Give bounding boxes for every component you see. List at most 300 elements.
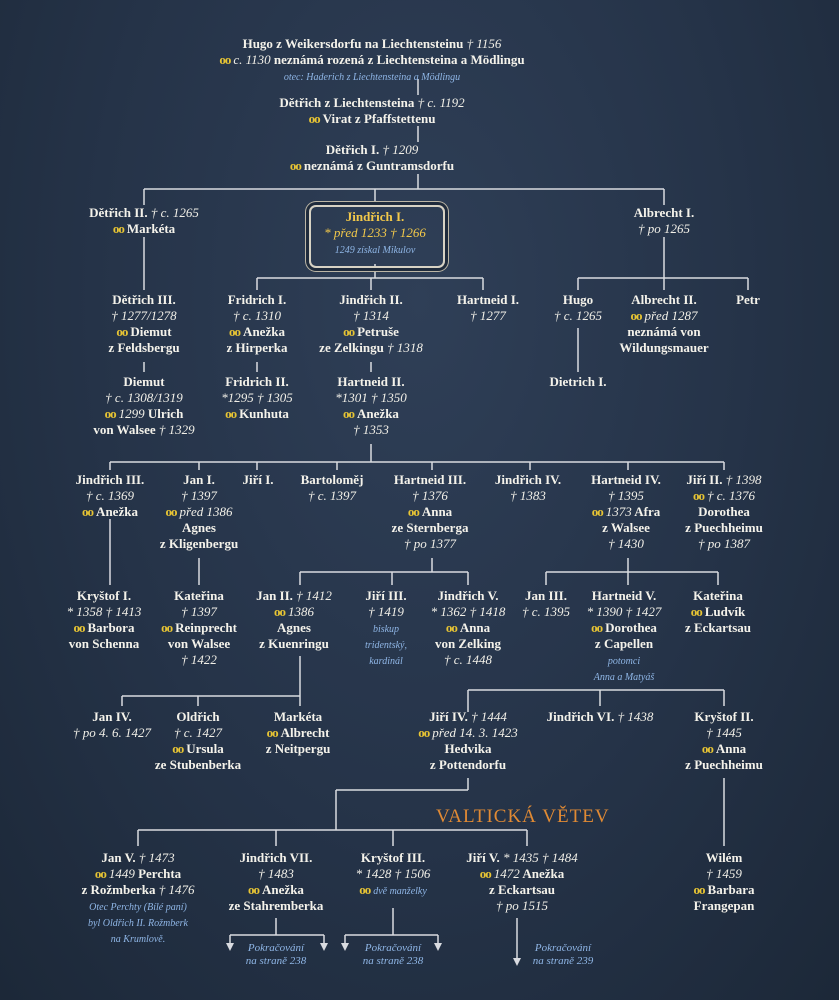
person-text: Ulrich xyxy=(144,406,184,421)
person-text: z Walsee xyxy=(602,520,650,535)
person-line xyxy=(161,652,237,668)
person-text: ze Stubenberka xyxy=(154,757,242,772)
person-text: Jan II. xyxy=(256,588,297,603)
person-text: Hartneid V. xyxy=(591,588,657,603)
person-line xyxy=(392,472,469,488)
person-line xyxy=(457,292,519,308)
person-text: potomci xyxy=(607,656,641,667)
person-detrich-3 xyxy=(108,292,179,356)
person-line xyxy=(76,504,145,520)
continuation-page: na straně 238 xyxy=(362,955,424,967)
marriage-rings-icon: oo xyxy=(289,158,301,173)
person-text: † 1318 xyxy=(387,340,423,355)
person-line xyxy=(522,604,570,620)
person-text: z Kuenringu xyxy=(259,636,329,651)
person-line xyxy=(81,882,194,898)
person-line xyxy=(324,209,426,225)
person-text: Jindřich IV. xyxy=(494,472,562,487)
person-line xyxy=(335,390,407,406)
person-text: Jan IV. xyxy=(92,709,132,724)
marriage-rings-icon: oo xyxy=(407,504,419,519)
person-text: Wilém xyxy=(705,850,743,865)
continuation-page: na straně 238 xyxy=(245,955,307,967)
person-line xyxy=(694,866,755,882)
person-line xyxy=(93,406,194,422)
person-line xyxy=(160,488,238,504)
person-jan-3 xyxy=(522,588,570,620)
person-detrich-2 xyxy=(89,205,199,237)
person-text: před 1386 xyxy=(179,504,233,519)
person-detrich-1 xyxy=(326,142,418,158)
person-line xyxy=(634,221,694,237)
person-jiri-2 xyxy=(685,472,763,552)
person-line xyxy=(67,588,142,604)
person-line xyxy=(619,324,708,340)
person-jindrich-2 xyxy=(319,292,423,356)
person-text: Petruše xyxy=(357,324,399,339)
person-line xyxy=(554,308,602,324)
person-line xyxy=(356,866,431,882)
person-line xyxy=(587,636,662,652)
person-jan-4 xyxy=(73,709,151,741)
person-line xyxy=(76,488,145,504)
person-text: *1301 † 1350 xyxy=(335,390,407,405)
person-line xyxy=(155,741,241,757)
person-text: Wildungsmauer xyxy=(619,340,709,355)
person-line xyxy=(466,898,577,914)
person-text: z Eckartsau xyxy=(684,620,752,635)
person-text: Markéta xyxy=(126,221,176,236)
person-text: † 1430 xyxy=(608,536,644,551)
person-text: Dětřich III. xyxy=(112,292,176,307)
person-text: † 1277 xyxy=(470,308,506,323)
person-jindrich-6 xyxy=(547,709,654,725)
person-text: ze Sternberga xyxy=(391,520,469,535)
person-jindrich-1 xyxy=(324,209,426,257)
person-line xyxy=(335,422,407,438)
person-text: Dětřich I. xyxy=(325,142,383,157)
marriage-rings-icon: oo xyxy=(359,882,371,897)
person-line xyxy=(108,308,179,324)
person-wilem xyxy=(694,850,755,914)
person-line xyxy=(226,292,287,308)
person-jindrich-5 xyxy=(431,588,506,668)
person-line xyxy=(466,882,577,898)
person-katerina-1 xyxy=(161,588,237,668)
person-text: † 1445 xyxy=(706,725,742,740)
person-text: Hedvika xyxy=(444,741,492,756)
person-line xyxy=(81,914,194,930)
person-jan-5 xyxy=(81,850,194,946)
person-text: von Walsee xyxy=(167,636,231,651)
person-hartneid-2 xyxy=(335,374,407,438)
person-line xyxy=(81,866,194,882)
person-line xyxy=(392,504,469,520)
person-text: Dětřich II. xyxy=(89,205,151,220)
person-line xyxy=(226,308,287,324)
person-line xyxy=(93,374,194,390)
person-text: z Hirperka xyxy=(226,340,288,355)
person-line xyxy=(619,292,708,308)
person-line xyxy=(431,652,506,668)
person-text: Oldřich xyxy=(176,709,220,724)
person-line xyxy=(431,588,506,604)
person-line xyxy=(266,741,331,757)
person-text: Petr xyxy=(736,292,760,307)
person-text: Anna xyxy=(421,504,453,519)
person-line xyxy=(418,725,518,741)
person-text: Jindřich V. xyxy=(437,588,499,603)
person-text: z Puechheimu xyxy=(685,520,763,535)
person-line xyxy=(89,221,199,237)
person-text: c. 1130 xyxy=(233,52,271,67)
marriage-rings-icon: oo xyxy=(591,504,603,519)
person-line xyxy=(587,620,662,636)
person-line xyxy=(392,520,469,536)
person-line xyxy=(335,406,407,422)
person-text: † po 1387 xyxy=(697,536,750,551)
person-line xyxy=(685,725,763,741)
person-line xyxy=(392,536,469,552)
person-line xyxy=(155,725,241,741)
person-text: Jiří III. xyxy=(365,588,407,603)
person-text: Anežka xyxy=(519,866,565,881)
person-text: 1449 xyxy=(108,866,135,881)
person-dietrich-1 xyxy=(549,374,606,390)
person-line xyxy=(161,604,237,620)
marriage-rings-icon: oo xyxy=(479,866,491,881)
person-text: Albrecht xyxy=(280,725,330,740)
person-text: Hugo xyxy=(562,292,594,307)
person-text: před 1287 xyxy=(644,308,698,323)
person-text: † c. 1192 xyxy=(417,95,465,110)
person-line xyxy=(256,604,332,620)
marriage-rings-icon: oo xyxy=(82,504,94,519)
person-text: † 1473 xyxy=(138,850,175,865)
person-text: Anežka xyxy=(243,324,285,339)
person-line xyxy=(431,636,506,652)
person-text: Albrecht I. xyxy=(633,205,695,220)
person-text: Jindřich III. xyxy=(75,472,145,487)
person-text: ze Stahremberka xyxy=(228,898,324,913)
person-line xyxy=(256,636,332,652)
person-line xyxy=(685,741,763,757)
person-text: Anežka xyxy=(96,504,138,519)
person-line xyxy=(226,324,287,340)
person-text: Ursula xyxy=(186,741,224,756)
marriage-rings-icon: oo xyxy=(692,488,704,503)
person-line xyxy=(431,620,506,636)
person-text: Dietrich I. xyxy=(549,374,607,389)
continuation-line: Pokračování xyxy=(247,942,305,954)
person-text: z Eckartsau xyxy=(488,882,556,897)
person-text: Perchta xyxy=(134,866,182,881)
person-text: 1299 xyxy=(118,406,145,421)
person-text: von Schenna xyxy=(68,636,140,651)
marriage-rings-icon: oo xyxy=(445,620,457,635)
person-text: z Neitpergu xyxy=(265,741,331,756)
person-text: Fridrich II. xyxy=(225,374,289,389)
person-text: Diemut xyxy=(130,324,172,339)
person-line xyxy=(81,930,194,946)
person-line xyxy=(685,504,763,520)
person-line xyxy=(694,898,755,914)
person-line xyxy=(266,725,331,741)
person-text: Jiří IV. xyxy=(429,709,472,724)
person-detrich-z-liechtensteina xyxy=(279,95,464,111)
person-text: Anna a Matyáš xyxy=(593,672,655,683)
person-text: * 1358 † 1413 xyxy=(66,604,142,619)
person-text: Jiří V. xyxy=(466,850,503,865)
person-text: † c. 1308/1319 xyxy=(105,390,183,405)
person-line xyxy=(155,709,241,725)
person-line xyxy=(81,850,194,866)
person-line xyxy=(356,882,431,898)
person-text: † po 1515 xyxy=(495,898,548,913)
person-line xyxy=(161,588,237,604)
person-line xyxy=(301,472,364,488)
person-text: von Zelking xyxy=(434,636,502,651)
person-text: Hartneid I. xyxy=(456,292,520,307)
person-text: † 1329 xyxy=(158,422,195,437)
person-line xyxy=(221,406,293,422)
person-hartneid-5 xyxy=(587,588,662,684)
person-line xyxy=(591,536,661,552)
person-text: Dorothea xyxy=(605,620,657,635)
person-line xyxy=(108,324,179,340)
person-text: † 1438 xyxy=(617,709,654,724)
person-line xyxy=(587,652,662,668)
person-jiri-4 xyxy=(418,709,518,773)
person-line xyxy=(301,488,364,504)
person-line xyxy=(335,374,407,390)
person-text: Jan V. xyxy=(101,850,139,865)
person-text: Virat z Pfaffstettenu xyxy=(322,111,436,126)
person-line xyxy=(229,882,324,898)
person-text: na Krumlově. xyxy=(110,934,166,945)
person-line xyxy=(108,340,179,356)
person-line xyxy=(160,504,238,520)
person-text: † 1483 xyxy=(258,866,294,881)
spouse-hugo-weikersdorf xyxy=(219,52,524,68)
person-line xyxy=(93,422,194,438)
marriage-rings-icon: oo xyxy=(104,406,116,421)
person-text: 1472 xyxy=(493,866,520,881)
person-hugo-weikersdorf xyxy=(243,36,502,52)
marriage-rings-icon: oo xyxy=(219,52,231,67)
person-line xyxy=(160,536,238,552)
person-line xyxy=(67,620,142,636)
continuation-note xyxy=(533,942,594,968)
person-text: Jindřich VI. xyxy=(546,709,618,724)
person-jiri-3 xyxy=(365,588,407,668)
person-line xyxy=(619,340,708,356)
person-line xyxy=(466,866,577,882)
person-text: ze Zelkingu xyxy=(319,340,388,355)
person-text: z Feldsbergu xyxy=(108,340,180,355)
person-text: † c. 1427 xyxy=(173,725,223,740)
person-line xyxy=(418,757,518,773)
marriage-rings-icon: oo xyxy=(690,604,702,619)
person-line xyxy=(591,472,661,488)
person-text: von Walsee xyxy=(93,422,159,437)
person-line xyxy=(160,472,238,488)
person-text: z Capellen xyxy=(594,636,654,651)
person-text: před 14. 3. 1423 xyxy=(432,725,518,740)
person-text: Anežka xyxy=(357,406,399,421)
person-text: † 1419 xyxy=(368,604,404,619)
continuation-line: Pokračování xyxy=(534,942,592,954)
person-line xyxy=(319,308,423,324)
person-text: * před 1233 † 1266 xyxy=(324,225,426,240)
person-line xyxy=(418,709,518,725)
person-krystof-1 xyxy=(67,588,142,652)
person-line xyxy=(319,340,423,356)
person-text: 1386 xyxy=(287,604,314,619)
person-line xyxy=(365,652,407,668)
person-line xyxy=(219,52,524,68)
person-text: Anna xyxy=(715,741,747,756)
person-text: Albrecht II. xyxy=(631,292,697,307)
person-text: † 1476 xyxy=(158,882,195,897)
marriage-rings-icon: oo xyxy=(701,741,713,756)
person-line xyxy=(89,205,199,221)
person-line xyxy=(93,390,194,406)
person-text: † 1398 xyxy=(725,472,762,487)
person-text: Jindřich VII. xyxy=(239,850,313,865)
person-text: Jan I. xyxy=(183,472,215,487)
person-text: Markéta xyxy=(273,709,323,724)
person-line xyxy=(554,292,602,308)
marriage-rings-icon: oo xyxy=(591,620,603,635)
person-krystof-3 xyxy=(356,850,431,898)
person-line xyxy=(326,142,418,158)
person-line xyxy=(587,668,662,684)
person-line xyxy=(160,520,238,536)
person-text: *1295 † 1305 xyxy=(221,390,293,405)
person-line xyxy=(67,636,142,652)
person-text: † 1209 xyxy=(382,142,419,157)
person-line xyxy=(161,636,237,652)
continuation-line: Pokračování xyxy=(364,942,422,954)
person-hartneid-1 xyxy=(457,292,519,324)
person-text: tridentský, xyxy=(365,640,407,651)
person-petr xyxy=(736,292,760,308)
person-albrecht-1 xyxy=(634,205,694,237)
person-text: † po 4. 6. 1427 xyxy=(73,725,151,740)
person-line xyxy=(221,390,293,406)
person-line xyxy=(161,620,237,636)
person-jindrich-4 xyxy=(495,472,561,504)
person-line xyxy=(591,488,661,504)
person-line xyxy=(226,340,287,356)
spouse-detrich-1 xyxy=(290,158,454,174)
person-line xyxy=(67,604,142,620)
person-text: Kryštof III. xyxy=(360,850,426,865)
person-text: † 1459 xyxy=(706,866,742,881)
person-text: Barbora xyxy=(87,620,135,635)
person-line xyxy=(685,588,751,604)
person-text: Hugo z Weikersdorfu na Liechtensteinu xyxy=(242,36,467,51)
marriage-rings-icon: oo xyxy=(225,406,237,421)
person-text: Hartneid III. xyxy=(393,472,467,487)
person-text: Kateřina xyxy=(693,588,743,603)
person-line xyxy=(685,709,763,725)
marriage-rings-icon: oo xyxy=(116,324,128,339)
person-text: * 1435 † 1484 xyxy=(502,850,578,865)
marriage-rings-icon: oo xyxy=(248,882,260,897)
person-text: Jindřich I. xyxy=(345,209,405,224)
person-text: Jiří I. xyxy=(242,472,274,487)
person-text: Agnes xyxy=(277,620,311,635)
person-text: † po 1377 xyxy=(403,536,456,551)
person-line xyxy=(685,488,763,504)
person-line xyxy=(221,374,293,390)
person-text: † 1422 xyxy=(181,652,217,667)
person-line xyxy=(685,536,763,552)
person-text: Jindřich II. xyxy=(339,292,403,307)
person-jan-2 xyxy=(256,588,332,652)
marriage-rings-icon: oo xyxy=(693,882,705,897)
marriage-rings-icon: oo xyxy=(229,324,241,339)
person-line xyxy=(365,604,407,620)
person-line xyxy=(457,308,519,324)
person-text: Reinprecht xyxy=(175,620,237,635)
person-albrecht-2 xyxy=(619,292,708,356)
person-text: Bartoloměj xyxy=(300,472,364,487)
person-katerina-2 xyxy=(685,588,751,636)
person-line xyxy=(685,472,763,488)
person-text: Otec Perchty (Bílé paní) xyxy=(89,902,187,913)
person-text: Jan III. xyxy=(525,588,567,603)
person-line xyxy=(685,757,763,773)
marriage-rings-icon: oo xyxy=(73,620,85,635)
person-text: * 1362 † 1418 xyxy=(430,604,506,619)
person-line xyxy=(155,757,241,773)
marriage-rings-icon: oo xyxy=(161,620,173,635)
person-text: z Puechheimu xyxy=(685,757,763,772)
person-text: Frangepan xyxy=(693,898,755,913)
person-text: biskup xyxy=(372,624,400,635)
person-line xyxy=(685,620,751,636)
person-text: Agnes xyxy=(182,520,216,535)
person-line xyxy=(256,620,332,636)
person-text: Hartneid II. xyxy=(337,374,405,389)
person-line xyxy=(619,308,708,324)
person-jan-1 xyxy=(160,472,238,552)
person-fridrich-2 xyxy=(221,374,293,422)
person-line xyxy=(392,488,469,504)
person-line xyxy=(634,205,694,221)
person-line xyxy=(431,604,506,620)
marriage-rings-icon: oo xyxy=(630,308,642,323)
marriage-rings-icon: oo xyxy=(165,504,177,519)
person-line xyxy=(522,588,570,604)
person-line xyxy=(324,241,426,257)
person-line xyxy=(319,324,423,340)
person-text: Kryštof II. xyxy=(694,709,754,724)
continuation-note xyxy=(246,942,307,968)
continuation-page: na straně 239 xyxy=(532,955,594,967)
person-line xyxy=(290,158,454,174)
person-line xyxy=(694,850,755,866)
person-text: * 1428 † 1506 xyxy=(355,866,431,881)
person-jindrich-7 xyxy=(229,850,324,914)
person-diemut xyxy=(93,374,194,438)
person-text: byl Oldřich II. Rožmberk xyxy=(88,918,188,929)
marriage-rings-icon: oo xyxy=(343,406,355,421)
person-text: Barbara xyxy=(707,882,755,897)
